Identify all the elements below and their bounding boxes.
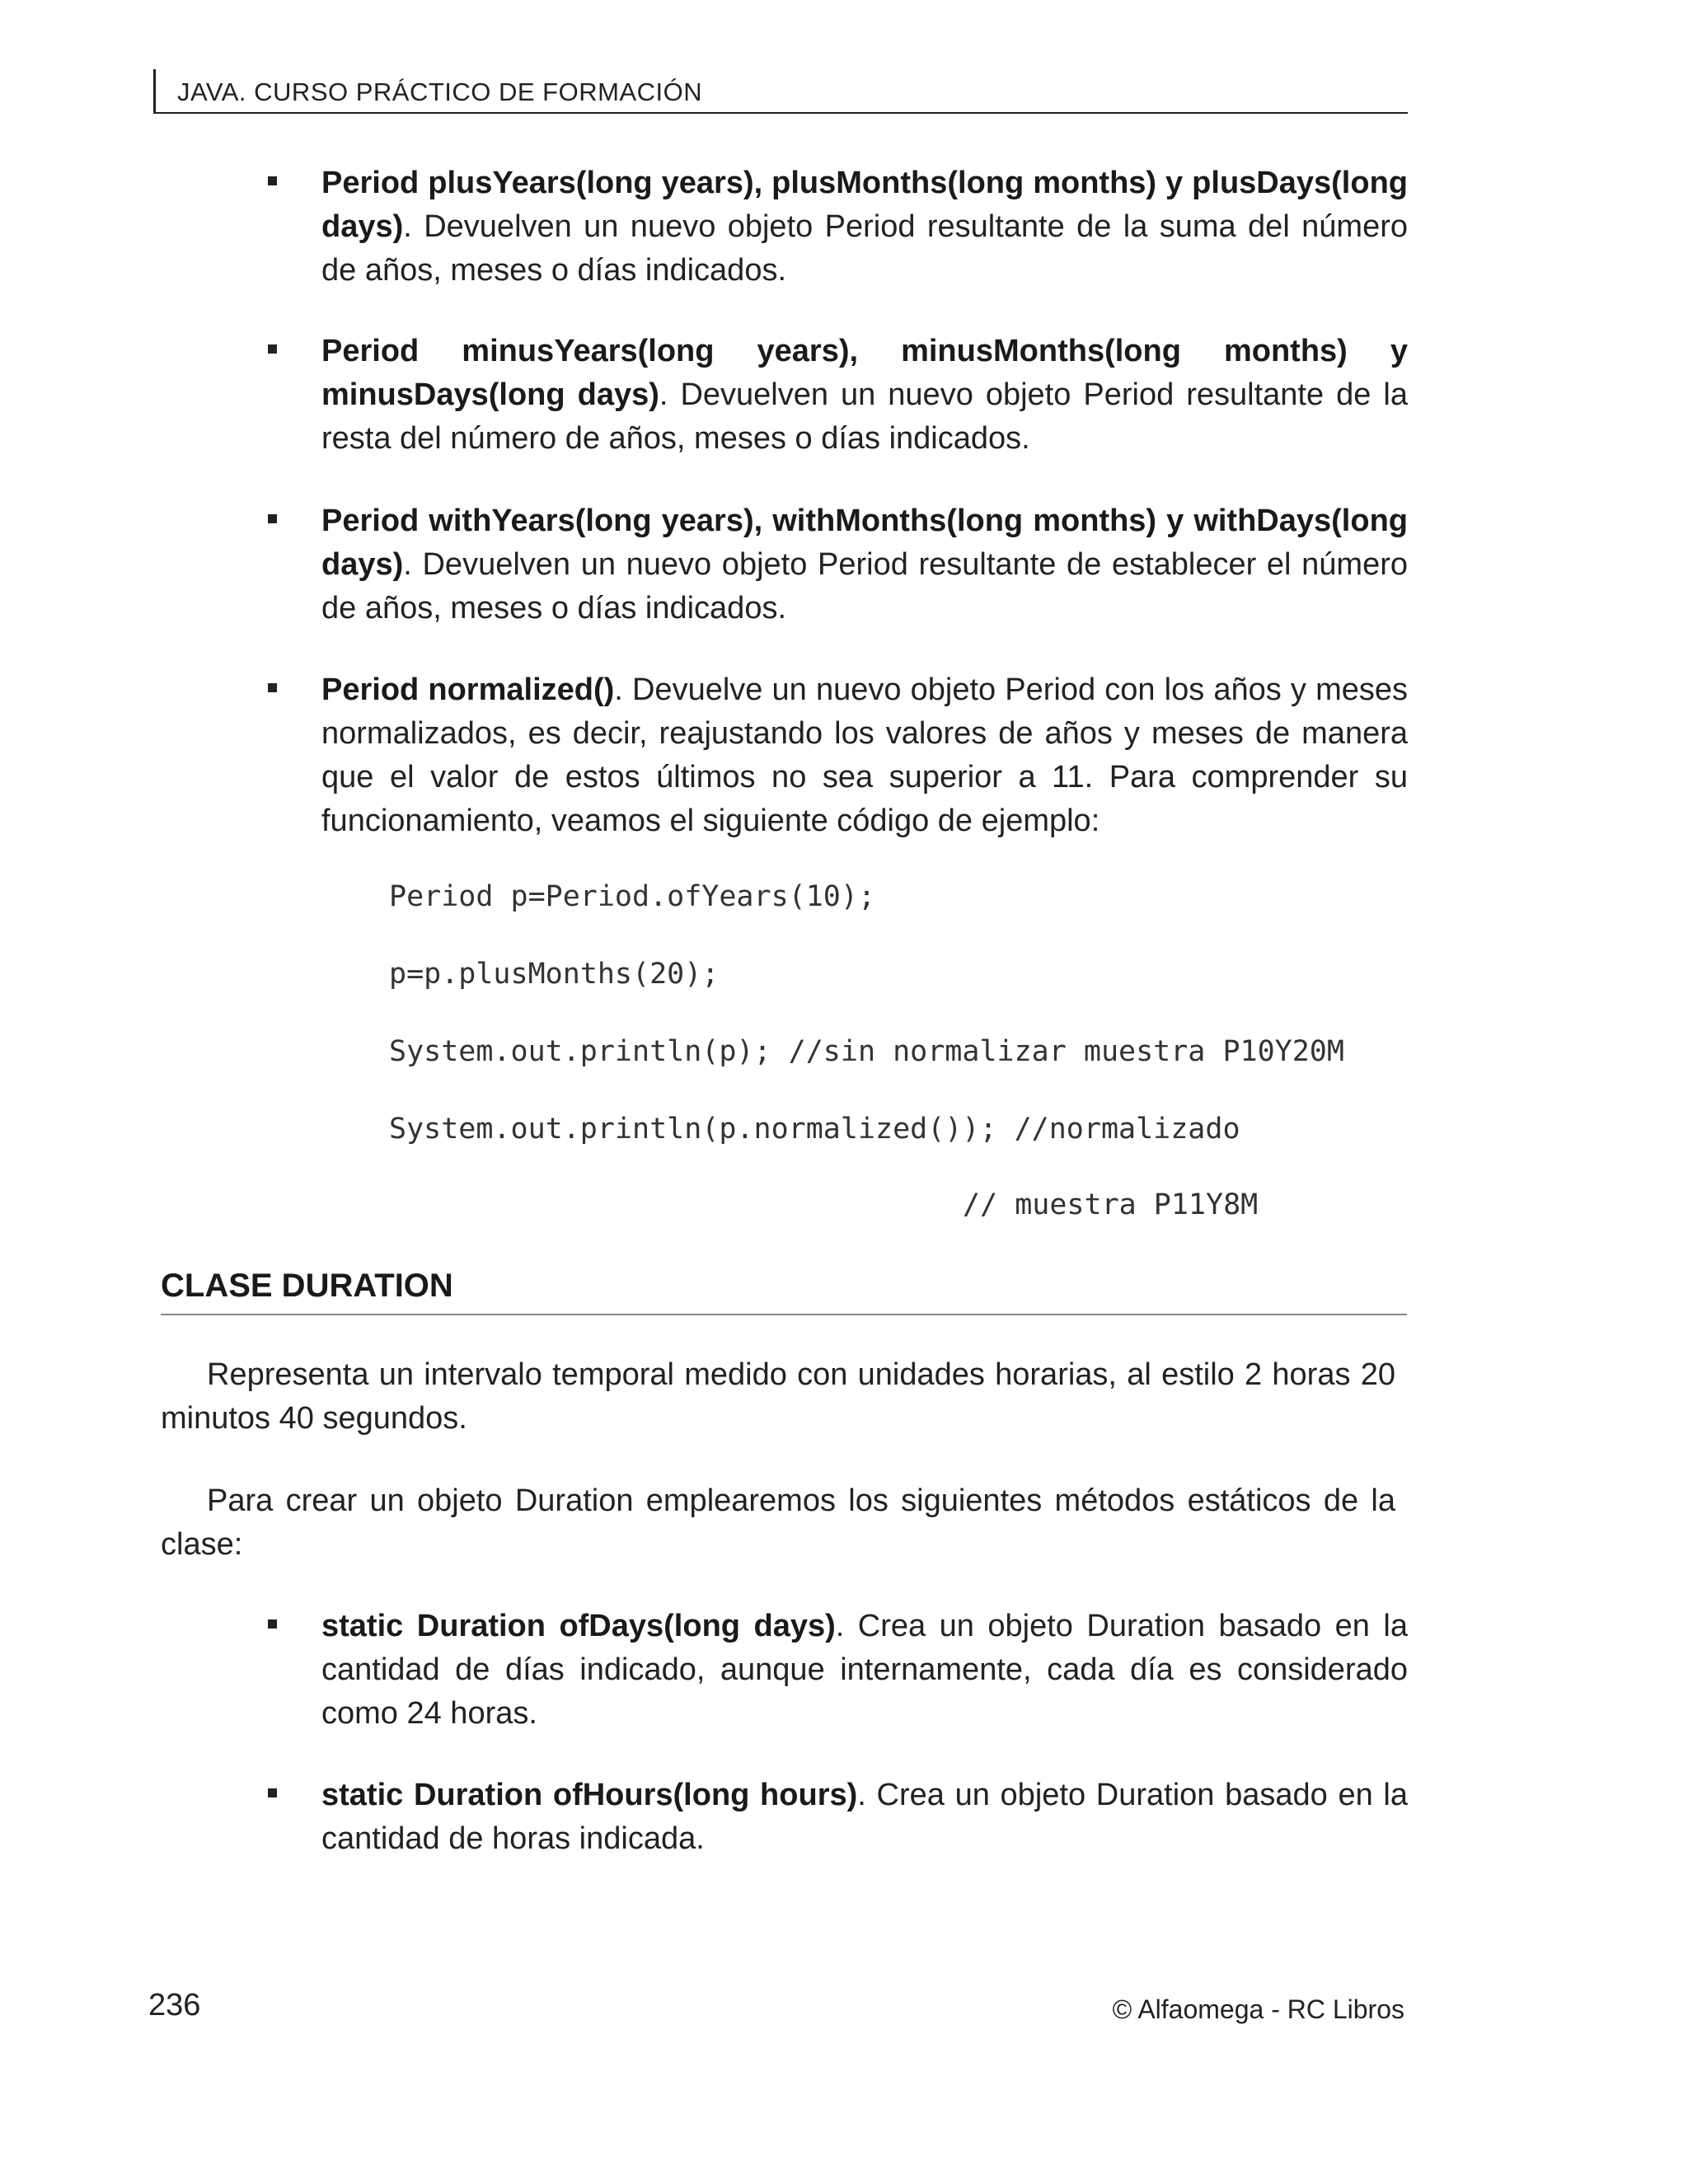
code-line: p=p.plusMonths(20); <box>389 958 720 991</box>
publisher-credit: © Alfaomega - RC Libros <box>1112 1994 1404 2024</box>
bullet-item-ofdays <box>321 1605 1408 1736</box>
bullet-square-icon <box>268 514 277 523</box>
method-description: . Devuelven un nuevo objeto Period resultante de la suma del número de años, meses o días indicados. <box>321 209 1408 288</box>
page-number: 236 <box>148 1988 201 2022</box>
bullet-item-with <box>321 499 1408 630</box>
bullet-square-icon <box>268 683 277 692</box>
code-comment-continuation: // muestra P11Y8M <box>963 1188 1259 1221</box>
bullet-square-icon <box>268 176 277 185</box>
section-heading <box>161 1263 1407 1315</box>
code-line: Period p=Period.ofYears(10); <box>389 880 876 913</box>
method-description: . Devuelven un nuevo objeto Period resultante de establecer el número de años, meses o días indicados. <box>321 547 1408 626</box>
method-signature: Period normalized() <box>321 673 615 707</box>
code-line: System.out.println(p); //sin normalizar muestra P10Y20M <box>389 1035 1344 1068</box>
bullet-item-ofhours <box>321 1774 1408 1861</box>
section-heading-text: CLASE DURATION <box>161 1268 453 1304</box>
method-signature: Period plusYears(long years), plusMonths(long months) y plusDays(long days) <box>321 166 1408 244</box>
method-signature: Period minusYears(long years), minusMonths(long months) y minusDays(long days) <box>321 334 1408 412</box>
bullet-square-icon <box>268 344 277 354</box>
method-description: . Devuelve un nuevo objeto Period con los años y meses normalizados, es decir, reajustando los valores de años y meses de manera que el valor de estos últimos no sea superior a 11. Para comprender su funcionamiento, veamos el siguiente código de ejemplo: <box>321 673 1408 838</box>
bullet-item-plus <box>321 162 1408 293</box>
method-description: . Devuelven un nuevo objeto Period resultante de la resta del número de años, meses o días indicados. <box>321 377 1408 456</box>
code-line: System.out.println(p.normalized()); //normalizado <box>389 1113 1240 1146</box>
bullet-item-minus <box>321 330 1408 461</box>
method-signature: static Duration ofDays(long days) <box>321 1609 836 1643</box>
method-signature: static Duration ofHours(long hours) <box>321 1778 858 1812</box>
bullet-square-icon <box>268 1788 277 1797</box>
paragraph-intro: Representa un intervalo temporal medido con unidades horarias, al estilo 2 horas 20 minutos 40 segundos. <box>161 1357 1395 1436</box>
running-header-title: JAVA. CURSO PRÁCTICO DE FORMACIÓN <box>177 77 703 106</box>
method-description: . Crea un objeto Duration basado en la cantidad de días indicado, aunque internamente, cada día es considerado como 24 horas. <box>321 1609 1408 1731</box>
running-header <box>153 69 1408 114</box>
method-description: . Crea un objeto Duration basado en la cantidad de horas indicada. <box>321 1778 1408 1856</box>
bullet-square-icon <box>268 1619 277 1629</box>
method-signature: Period withYears(long years), withMonths(long months) y withDays(long days) <box>321 504 1408 582</box>
bullet-item-normalized <box>321 668 1408 843</box>
paragraph-creation: Para crear un objeto Duration emplearemos los siguientes métodos estáticos de la clase: <box>161 1483 1395 1562</box>
